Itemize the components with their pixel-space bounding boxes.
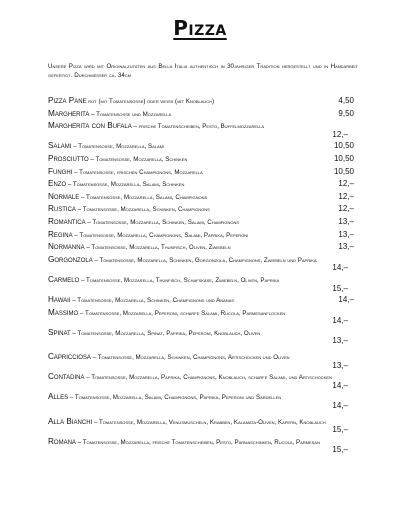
menu-item — [48, 418, 354, 434]
menu-item — [48, 243, 354, 252]
item-description: – Tomatensosse, Mozzarella, Venusmuscheln, Krabben, Kalamata-Oliven, Kapern, Knoblauch — [93, 418, 326, 426]
menu-item — [48, 205, 354, 214]
item-price: 13,– — [338, 229, 354, 239]
item-price: 15,– — [332, 283, 348, 293]
menu-item — [48, 180, 354, 189]
item-name: Carmelo — [48, 274, 80, 284]
menu-item — [48, 168, 354, 177]
item-name: Alla Bianchi — [48, 416, 93, 426]
item-name: Massimo — [48, 307, 79, 317]
menu-item — [48, 393, 354, 409]
menu-item — [48, 309, 354, 325]
menu-item — [48, 276, 354, 292]
item-price: 13,– — [338, 242, 354, 252]
item-description: – Tomatensosse und Mozzarella — [91, 110, 172, 118]
item-description: – Tomatensosse, Mozzarella, Schinken, Champignons — [77, 206, 210, 214]
item-name: Normale — [48, 191, 80, 201]
item-price: 12,– — [332, 129, 348, 139]
item-description: – Tomatensosse, Mozzarella, Spinat, Paprika, Peperoni, Knoblauch, Oliven — [72, 329, 261, 337]
item-name: Regina — [48, 229, 73, 239]
item-price: 10,50 — [333, 141, 354, 151]
item-price: 14,– — [332, 263, 348, 273]
item-price: 9,50 — [338, 108, 354, 118]
item-description: – Tomatensosse, Mozzarella, Schinken, Gorgonzola, Champignons, Zwiebeln und Paprika — [94, 256, 317, 264]
item-name: Enzo — [48, 179, 67, 189]
item-description: – Tomatensosse, Mozzarella, Thunfisch, Oliven, Zwiebeln — [86, 244, 231, 252]
menu-item — [48, 256, 354, 272]
item-name: Romantica — [48, 216, 86, 226]
item-name: Rustica — [48, 204, 76, 214]
item-price: 14,– — [332, 316, 348, 326]
item-name: Contadina — [48, 372, 85, 382]
menu-item — [48, 193, 354, 202]
item-name: Normanna — [48, 242, 85, 252]
item-description: – Tomatensosse, Mozzarella, Thunfisch, Schafskäse, Zwiebeln, Oliven, Paprika — [81, 276, 280, 284]
item-description: – Tomatensosse, Mozzarella, Salami, Champignons, Paprika, Peperoni und Sardellen — [69, 394, 282, 402]
item-name: Gorgonzola — [48, 254, 93, 264]
menu-item — [48, 296, 354, 305]
item-description: – Tomatensosse, Mozzarella, Paprika, Champignons, Knoblauch, scharfe Salami, und Artischocken — [86, 374, 332, 382]
item-price: 12,– — [338, 179, 354, 189]
item-description: – Tomatensosse, Mozzarella, Schinken — [90, 155, 188, 163]
item-name: Capricciosa — [48, 352, 91, 362]
menu-item — [48, 142, 354, 151]
menu-item — [48, 155, 354, 164]
intro-text: Unsere Pizza wird mit Originalzutaten aus Bella Italia authentisch in 30jähriger Tradition hergestellt und in Handarbeit gefertigt. Durchmesser ca. 34cm — [48, 63, 358, 79]
menu-item — [48, 110, 354, 119]
item-name: Prosciutto — [48, 153, 89, 163]
item-price: 10,50 — [333, 166, 354, 176]
item-description: – Tomatensosse, Mozzarella, Champignons, Salami, Paprika, Peperoni — [74, 231, 249, 239]
menu-item — [48, 353, 354, 369]
item-name: Margherita — [48, 108, 90, 118]
item-price: 15,– — [332, 425, 348, 435]
item-description: – Tomatensosse, Mozzarella, Salami — [73, 143, 165, 151]
menu-item — [48, 122, 354, 138]
item-price: 12,– — [338, 204, 354, 214]
item-description: – Tomatensosse, Mozzarella, frische Tomatenscheiben, Pesto, Parmaschinken, Rucola, Parmesan — [77, 438, 320, 446]
item-price: 13,– — [338, 216, 354, 226]
item-name: Funghi — [48, 166, 73, 176]
item-price: 12,– — [338, 191, 354, 201]
menu-item — [48, 373, 354, 389]
pizza-list — [48, 97, 354, 458]
item-description: – Tomatensosse, Mozzarella, Schinken, Champignons und Ananas — [72, 297, 235, 305]
item-name: Spinat — [48, 327, 71, 337]
menu-item — [48, 231, 354, 240]
menu-item — [48, 438, 354, 454]
item-description: – frische Tomatenscheiben, Pesto, Büffelmozzarella — [133, 123, 265, 131]
item-price: 13,– — [332, 360, 348, 370]
item-price: 10,50 — [333, 153, 354, 163]
item-description: – Tomatensosse, Mozzarella, Schinken, Champignons, Artischocken und Oliven — [92, 354, 290, 362]
item-price: 15,– — [332, 445, 348, 455]
item-name: Alles — [48, 392, 69, 402]
item-name: Margherita con Bufala — [48, 121, 132, 131]
item-description: – Tomatensosse, Mozzarella, Salami, Champignons — [81, 193, 208, 201]
item-name: Pizza Pane — [48, 96, 87, 105]
item-price: 14,– — [338, 295, 354, 305]
item-description: – Tomatensosse, Mozzarella, Salami, Schinken — [67, 181, 185, 189]
item-name: Hawaii — [48, 295, 71, 305]
item-name: Salami — [48, 141, 72, 151]
item-price: 14,– — [332, 380, 348, 390]
menu-item — [48, 329, 354, 345]
item-price: 4,50 — [338, 96, 354, 105]
item-description: – Tomatensosse, Mozzarella, Peperoni, scharfe Salami, Rucola, Parmesanflocken — [79, 309, 286, 317]
item-description: rot (mit Tomatensosse) oder weiss (mit Knoblauch) — [88, 98, 215, 105]
menu-item — [48, 218, 354, 227]
item-price: 13,– — [332, 336, 348, 346]
page-title: Pizza — [173, 16, 227, 40]
item-description: – Tomatensosse, Mozzarella, Schinken, Salami, Champignons — [87, 218, 240, 226]
item-description: – Tomatensosse, frischen Champignons, Mozzarella — [74, 168, 203, 176]
item-price: 14,– — [332, 401, 348, 411]
item-name: Romana — [48, 436, 76, 446]
menu-item — [48, 97, 354, 106]
